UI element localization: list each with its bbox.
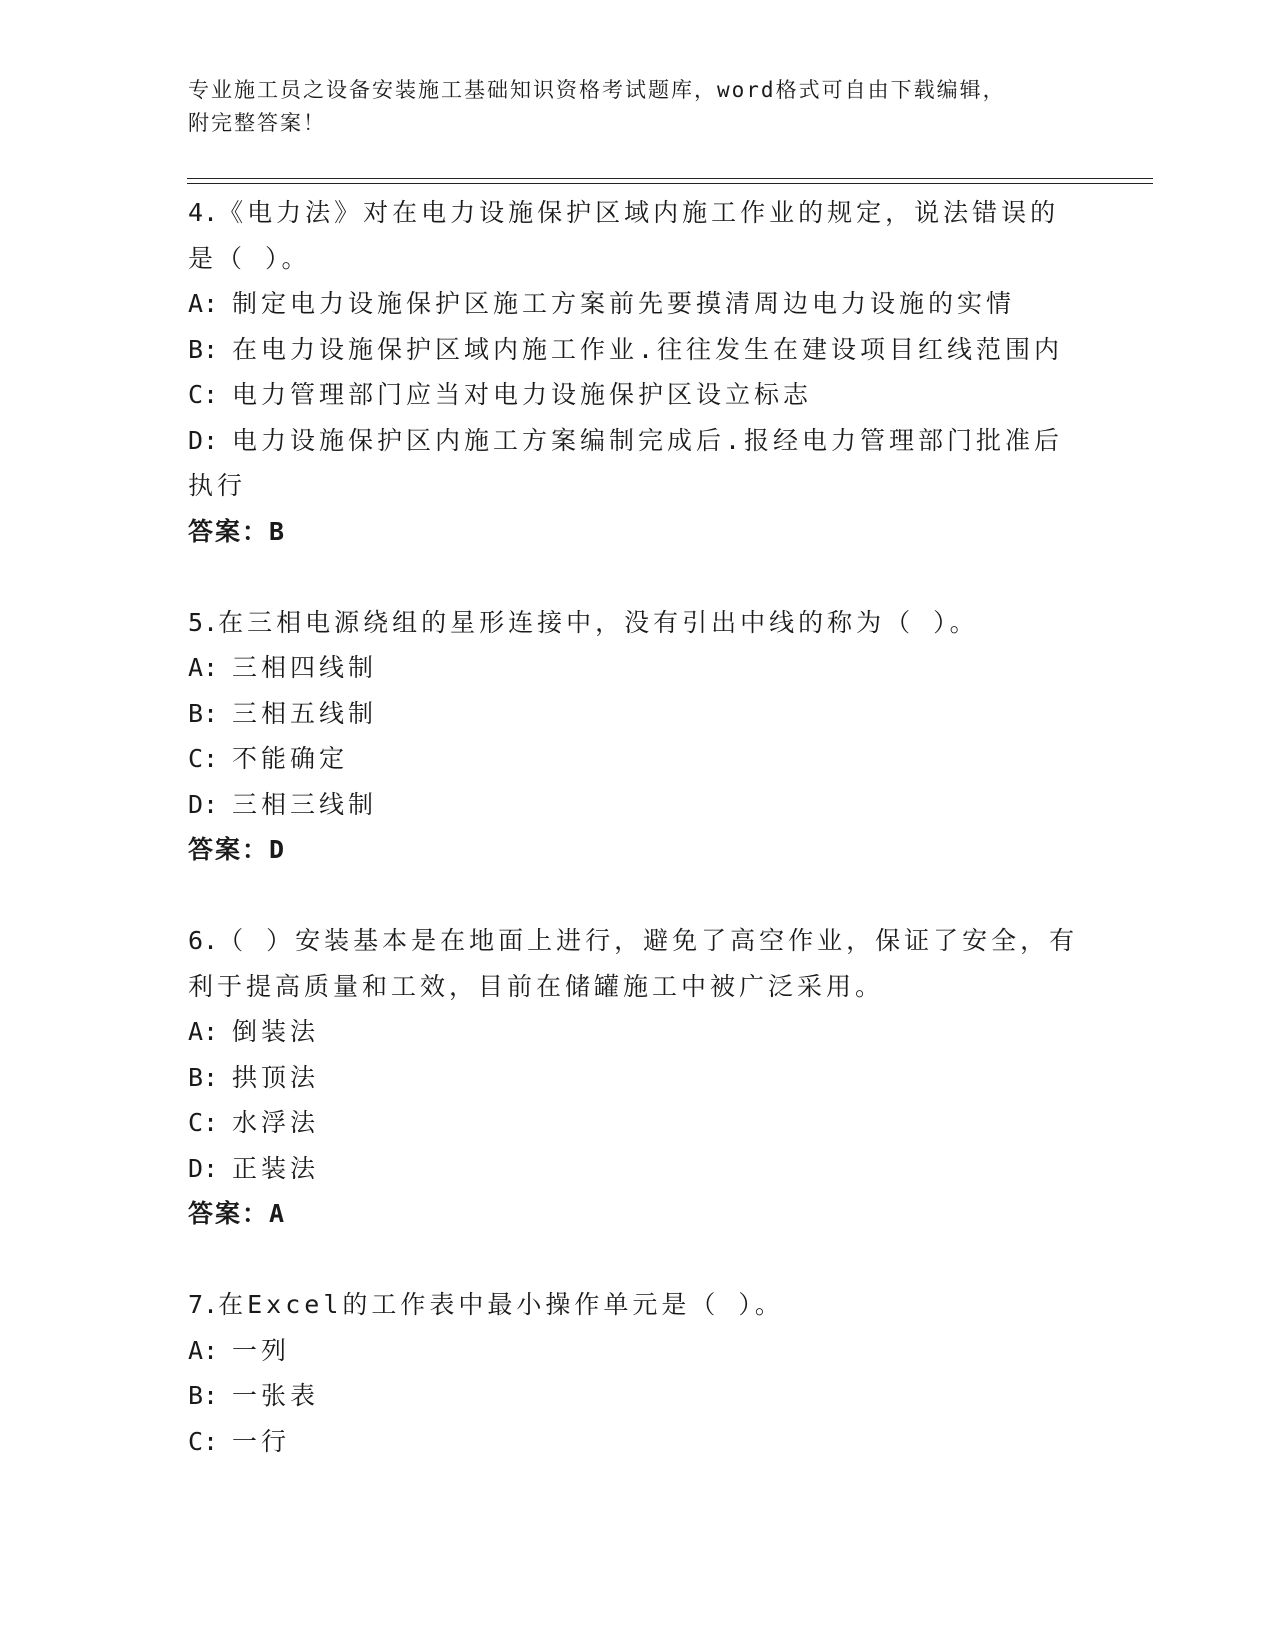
option-letter: B: xyxy=(188,698,219,728)
question-item xyxy=(188,600,1088,873)
document-header xyxy=(188,74,1088,140)
answer-label: 答案：B xyxy=(188,516,287,546)
option-line xyxy=(188,327,1088,373)
question-stem-text: 在三相电源绕组的星形连接中，没有引出中线的称为（ ）。 xyxy=(218,607,979,637)
question-stem-text: 《电力法》对在电力设施保护区域内施工作业的规定，说法错误的 xyxy=(218,198,1060,227)
question-item xyxy=(188,190,1088,554)
option-letter: B: xyxy=(188,1381,219,1410)
question-stem-text: 是（ ）。 xyxy=(188,243,311,273)
header-divider-bottom xyxy=(187,183,1153,184)
question-stem-text: 在Excel的工作表中最小操作单元是（ ）。 xyxy=(218,1290,784,1319)
option-letter: A: xyxy=(188,1335,219,1365)
option-line xyxy=(188,1009,1088,1055)
option-line xyxy=(188,782,1088,828)
question-number: 5. xyxy=(188,607,219,637)
option-line xyxy=(188,1328,1088,1374)
option-text: 不能确定 xyxy=(232,744,349,773)
question-stem-line xyxy=(188,190,1088,236)
option-line xyxy=(188,1373,1088,1419)
option-line xyxy=(188,691,1088,737)
option-letter: D: xyxy=(188,425,219,455)
question-number: 4. xyxy=(188,198,219,227)
question-stem-line xyxy=(188,964,1088,1010)
option-text: 电力设施保护区内施工方案编制完成后.报经电力管理部门批准后 xyxy=(232,425,1064,455)
option-text: 一列 xyxy=(232,1335,291,1365)
answer-label: 答案：D xyxy=(188,835,287,864)
question-stem-text: （ ）安装基本是在地面上进行，避免了高空作业，保证了安全，有 xyxy=(218,926,1079,955)
option-text: 电力管理部门应当对电力设施保护区设立标志 xyxy=(232,380,813,409)
option-letter: A: xyxy=(188,289,219,318)
option-text: 三相三线制 xyxy=(232,789,378,819)
question-number: 7. xyxy=(188,1290,219,1319)
option-text: 正装法 xyxy=(232,1153,320,1183)
option-text: 执行 xyxy=(188,471,247,500)
question-number: 6. xyxy=(188,926,219,955)
header-line-1: 专业施工员之设备安装施工基础知识资格考试题库，word格式可自由下载编辑， xyxy=(188,78,1006,102)
option-line xyxy=(188,736,1088,782)
option-letter: C: xyxy=(188,1426,219,1456)
question-stem-line xyxy=(188,600,1088,646)
option-letter: B: xyxy=(188,1062,219,1092)
question-stem-line xyxy=(188,236,1088,282)
option-letter: D: xyxy=(188,1153,219,1183)
question-item xyxy=(188,1282,1088,1464)
option-letter: A: xyxy=(188,1017,219,1046)
option-letter: A: xyxy=(188,653,219,682)
option-text: 三相五线制 xyxy=(232,698,378,728)
option-text: 制定电力设施保护区施工方案前先要摸清周边电力设施的实情 xyxy=(232,289,1016,318)
option-text: 水浮法 xyxy=(232,1108,320,1137)
option-text: 三相四线制 xyxy=(232,653,378,682)
option-line xyxy=(188,1100,1088,1146)
option-line xyxy=(188,1419,1088,1465)
option-letter: C: xyxy=(188,744,219,773)
option-letter: C: xyxy=(188,380,219,409)
option-line xyxy=(188,281,1088,327)
option-text: 拱顶法 xyxy=(232,1062,320,1092)
option-line xyxy=(188,645,1088,691)
header-line-2: 附完整答案！ xyxy=(188,111,326,135)
option-text: 一张表 xyxy=(232,1381,320,1410)
option-letter: D: xyxy=(188,789,219,819)
option-line xyxy=(188,1146,1088,1192)
option-letter: C: xyxy=(188,1108,219,1137)
option-text: 一行 xyxy=(232,1426,291,1456)
question-list xyxy=(188,190,1088,1510)
question-stem-line xyxy=(188,918,1088,964)
option-line xyxy=(188,372,1088,418)
question-item xyxy=(188,918,1088,1237)
header-divider-top xyxy=(187,178,1153,179)
option-line xyxy=(188,463,1088,509)
option-line xyxy=(188,1055,1088,1101)
question-stem-line xyxy=(188,1282,1088,1328)
answer-label: 答案：A xyxy=(188,1199,287,1228)
option-text: 在电力设施保护区域内施工作业.往往发生在建设项目红线范围内 xyxy=(232,334,1064,364)
option-text: 倒装法 xyxy=(232,1017,320,1046)
option-letter: B: xyxy=(188,334,219,364)
question-stem-text: 利于提高质量和工效，目前在储罐施工中被广泛采用。 xyxy=(188,971,885,1001)
option-line xyxy=(188,418,1088,464)
